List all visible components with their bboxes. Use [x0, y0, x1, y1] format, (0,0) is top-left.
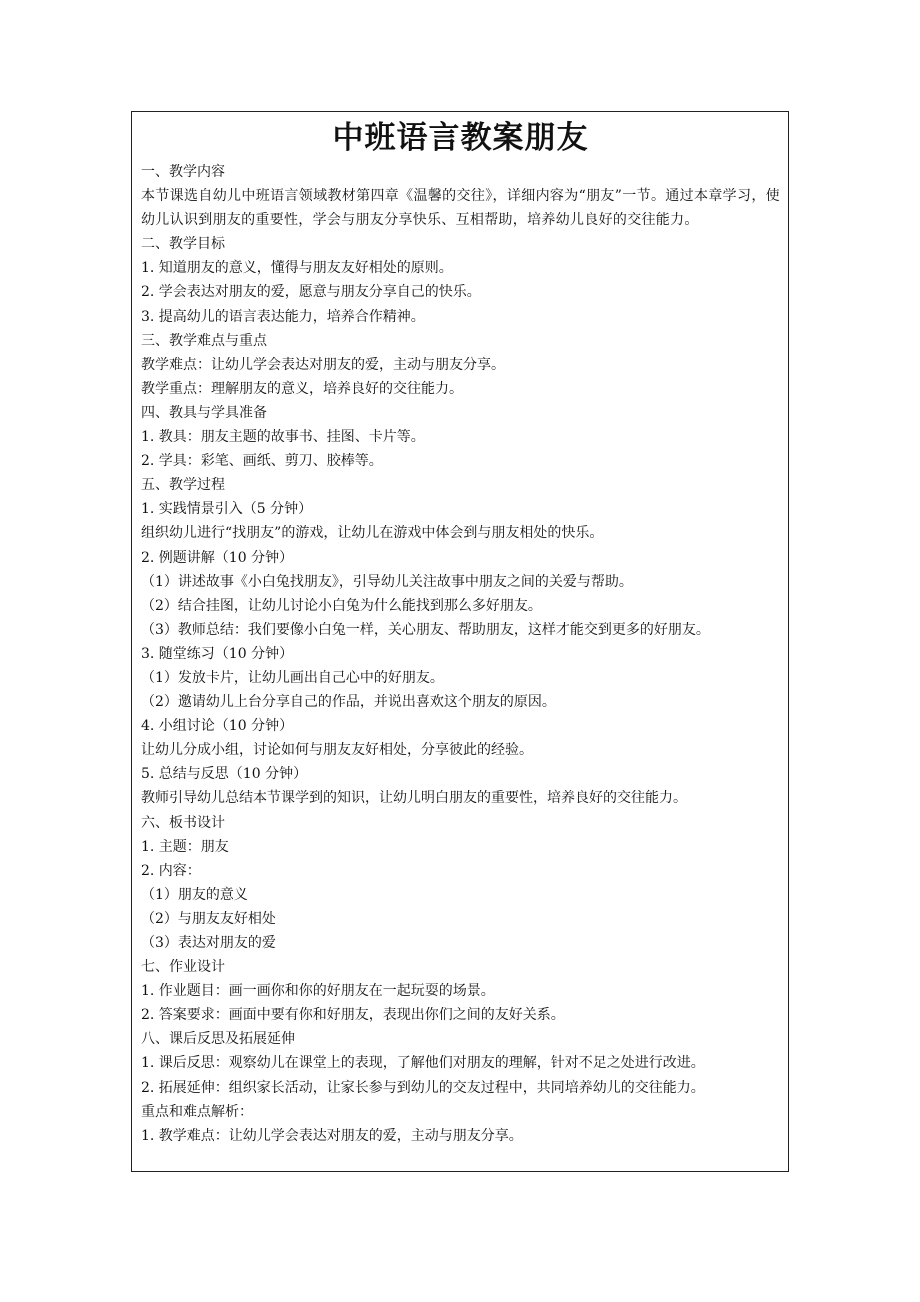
- section-heading-board: 六、板书设计: [141, 814, 225, 831]
- section-heading-process: 五、教学过程: [141, 477, 225, 494]
- board-subitem-1: （1）朋友的意义: [141, 886, 248, 903]
- objective-item-1: 1. 知道朋友的意义，懂得与朋友友好相处的原则。: [141, 260, 453, 277]
- content-paragraph: 本节课选自幼儿中班语言领域教材第四章《温馨的交往》，详细内容为“朋友”一节。通过本章学习，使幼儿认识到朋友的重要性，学会与朋友分享快乐、互相帮助，培养幼儿良好的交往能力。: [141, 188, 780, 229]
- section-heading-objectives: 二、教学目标: [141, 236, 225, 253]
- key-point-text: 教学重点：理解朋友的意义，培养良好的交往能力。: [141, 380, 463, 397]
- process-step-1: 1. 实践情景引入（5 分钟）: [141, 501, 313, 518]
- process-step-4-text: 让幼儿分成小组，讨论如何与朋友友好相处，分享彼此的经验。: [141, 742, 533, 759]
- process-step-3-item-2: （2）邀请幼儿上台分享自己的作品，并说出喜欢这个朋友的原因。: [141, 694, 556, 711]
- reflection-item-1: 1. 课后反思：观察幼儿在课堂上的表现，了解他们对朋友的理解，针对不足之处进行改进。: [141, 1055, 705, 1072]
- process-step-2-item-1: （1）讲述故事《小白兔找朋友》，引导幼儿关注故事中朋友之间的关爱与帮助。: [141, 573, 633, 590]
- process-step-5-text: 教师引导幼儿总结本节课学到的知识，让幼儿明白朋友的重要性，培养良好的交往能力。: [141, 790, 687, 807]
- process-step-1-text: 组织幼儿进行“找朋友”的游戏，让幼儿在游戏中体会到与朋友相处的快乐。: [141, 525, 604, 542]
- section-heading-homework: 七、作业设计: [141, 959, 225, 976]
- board-subitem-3: （3）表达对朋友的爱: [141, 935, 276, 951]
- analysis-item-1: 1. 教学难点：让幼儿学会表达对朋友的爱，主动与朋友分享。: [141, 1127, 523, 1144]
- section-heading-content: 一、教学内容: [141, 164, 225, 180]
- section-heading-reflection: 八、课后反思及拓展延伸: [141, 1031, 295, 1048]
- document-title: 中班语言教案朋友: [332, 120, 589, 156]
- section-heading-materials: 四、教具与学具准备: [141, 404, 267, 421]
- process-step-3: 3. 随堂练习（10 分钟）: [141, 645, 294, 662]
- reflection-item-2: 2. 拓展延伸：组织家长活动，让家长参与到幼儿的交友过程中，共同培养幼儿的交往能力。: [141, 1079, 705, 1096]
- difficulty-text: 教学难点：让幼儿学会表达对朋友的爱，主动与朋友分享。: [141, 356, 505, 373]
- process-step-2-item-3: （3）教师总结：我们要像小白兔一样，关心朋友、帮助朋友，这样才能交到更多的好朋友。: [141, 621, 710, 638]
- board-item-2: 2. 内容：: [141, 862, 201, 879]
- homework-item-2: 2. 答案要求：画面中要有你和好朋友，表现出你们之间的友好关系。: [141, 1007, 565, 1024]
- analysis-heading: 重点和难点解析：: [141, 1103, 253, 1120]
- materials-item-1: 1. 教具：朋友主题的故事书、挂图、卡片等。: [141, 429, 425, 446]
- board-item-1: 1. 主题：朋友: [141, 838, 229, 855]
- process-step-2-item-2: （2）结合挂图，让幼儿讨论小白兔为什么能找到那么多好朋友。: [141, 597, 542, 614]
- process-step-2: 2. 例题讲解（10 分钟）: [141, 549, 294, 566]
- process-step-3-item-1: （1）发放卡片，让幼儿画出自己心中的好朋友。: [141, 669, 444, 686]
- board-subitem-2: （2）与朋友友好相处: [141, 910, 276, 927]
- homework-item-1: 1. 作业题目：画一画你和你的好朋友在一起玩耍的场景。: [141, 983, 495, 1000]
- process-step-4: 4. 小组讨论（10 分钟）: [141, 718, 294, 735]
- document-frame: [131, 111, 789, 1172]
- objective-item-2: 2. 学会表达对朋友的爱，愿意与朋友分享自己的快乐。: [141, 284, 481, 301]
- section-heading-difficulties: 三、教学难点与重点: [141, 332, 267, 349]
- process-step-5: 5. 总结与反思（10 分钟）: [141, 766, 308, 783]
- materials-item-2: 2. 学具：彩笔、画纸、剪刀、胶棒等。: [141, 453, 383, 470]
- objective-item-3: 3. 提高幼儿的语言表达能力，培养合作精神。: [141, 308, 425, 325]
